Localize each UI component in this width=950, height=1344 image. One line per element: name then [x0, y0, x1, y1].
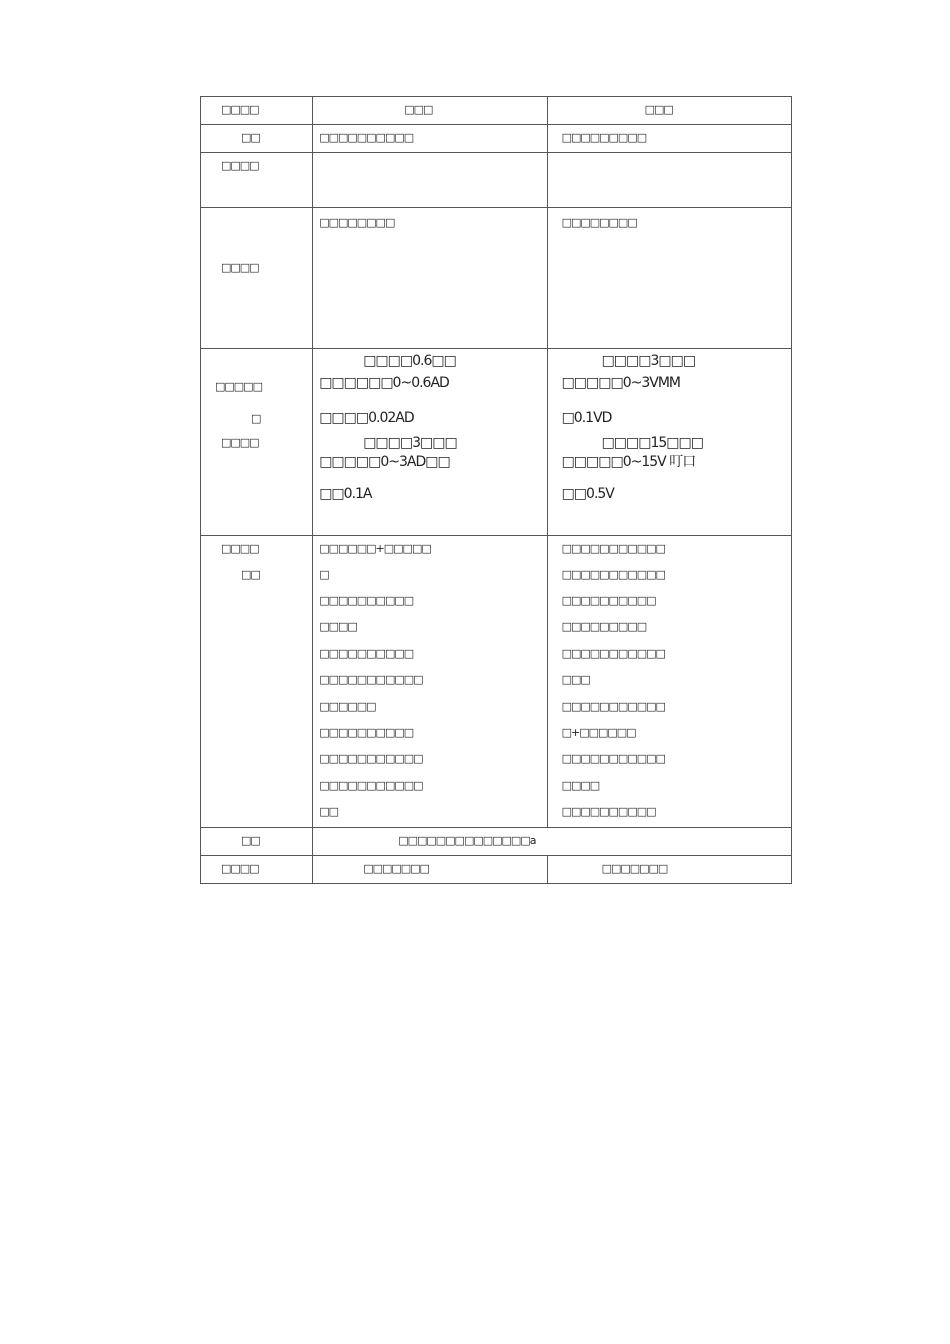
table-cell: [547, 208, 791, 349]
cell-text: □□□□□□□□: [561, 216, 637, 229]
cell-text: □□□□□□□□□: [561, 131, 647, 144]
usage-line: □□□□□□□□□□: [319, 594, 414, 607]
range-line: □□0.1A: [319, 486, 372, 502]
usage-line: □□□□□□□□□□□: [319, 779, 423, 792]
table-row: [201, 208, 792, 349]
range-line: □□0.5V: [561, 486, 614, 502]
row-label-cell: [201, 153, 313, 208]
usage-line: □+□□□□□□: [561, 726, 636, 739]
table-cell: [547, 349, 791, 536]
range-line: □□□□3□□□: [363, 435, 457, 451]
row-label: □□□□: [221, 862, 259, 875]
table-row: [201, 828, 792, 856]
header-col3: □□□: [644, 103, 673, 116]
cell-text: □□□□□□□: [363, 862, 429, 875]
row-label-cell: [201, 856, 313, 884]
usage-line: □□□□□□□□□□□: [561, 700, 665, 713]
table-row: [201, 856, 792, 884]
table-cell: [547, 125, 791, 153]
row-label: □□: [241, 131, 260, 144]
common-text: □□□□□□□□□□□□□□a: [398, 834, 536, 847]
table-cell: [547, 856, 791, 884]
header-col2: □□□: [404, 103, 433, 116]
range-line: □□□□□0~15V 叮口: [561, 454, 696, 470]
range-line: □□□□15□□□: [601, 435, 703, 451]
usage-line: □□□□□□□□□□□: [319, 673, 423, 686]
usage-line: □□□□□□□□□□: [561, 594, 656, 607]
usage-line: □□□□□□□□□□□: [319, 752, 423, 765]
row-label-cell: [201, 208, 313, 349]
range-line: □□□□□□0~0.6AD: [319, 375, 449, 391]
usage-line: □□: [319, 805, 338, 818]
usage-line: □□□□□□□□□□: [319, 726, 414, 739]
row-label-cell: [201, 125, 313, 153]
row-label-cell: [201, 828, 313, 856]
row-label-line: □□□□□: [215, 380, 262, 393]
table-row: [201, 349, 792, 536]
cell-text: □□□□□□□: [601, 862, 668, 875]
header-col1: □□□□: [221, 103, 259, 116]
range-line: □□□□□0~3VMM: [561, 375, 680, 391]
usage-line: □□□□□□□□□□: [319, 647, 414, 660]
table-cell: [547, 536, 791, 828]
row-label-line: □□□□: [221, 542, 259, 555]
range-line: □□□□□0~3AD□□: [319, 454, 450, 470]
row-label-line: □□: [241, 568, 260, 581]
merged-cell: [313, 828, 792, 856]
usage-line: □□□□: [319, 620, 357, 633]
table-cell: [313, 536, 547, 828]
table-cell: [313, 349, 547, 536]
row-label-line: □□□□: [221, 436, 259, 449]
usage-line: □□□□□□□□□□□: [561, 542, 665, 555]
usage-line: □□□: [561, 673, 590, 686]
header-cell: [313, 97, 547, 125]
range-line: □□□□0.02AD: [319, 410, 414, 426]
row-label: □□□□: [221, 261, 259, 274]
table-row: [201, 536, 792, 828]
table-row: [201, 153, 792, 208]
usage-line: □□□□□□: [319, 700, 376, 713]
usage-line: □□□□□□□□□□□: [561, 752, 665, 765]
cell-text: □□□□□□□□□□: [319, 131, 414, 144]
row-label: □□: [241, 834, 260, 847]
table-cell: [313, 856, 547, 884]
table-cell: [313, 125, 547, 153]
header-cell: [547, 97, 791, 125]
usage-line: □□□□□□+□□□□□: [319, 542, 431, 555]
row-label-cell: [201, 349, 313, 536]
cell-text: □□□□□□□□: [319, 216, 395, 229]
range-line: □□□□3□□□: [601, 353, 696, 369]
table-cell: [547, 153, 791, 208]
header-cell: [201, 97, 313, 125]
usage-line: □□□□□□□□□: [561, 620, 647, 633]
row-label-cell: [201, 536, 313, 828]
table-cell: [313, 208, 547, 349]
usage-line: □: [319, 568, 329, 581]
table-header-row: [201, 97, 792, 125]
range-line: □0.1VD: [561, 410, 612, 426]
usage-line: □□□□: [561, 779, 600, 792]
row-label-line: □: [251, 412, 261, 425]
range-line: □□□□0.6□□: [363, 353, 456, 369]
table-row: [201, 125, 792, 153]
usage-line: □□□□□□□□□□□: [561, 568, 665, 581]
comparison-table: [200, 96, 792, 884]
usage-line: □□□□□□□□□□□: [561, 647, 665, 660]
usage-line: □□□□□□□□□□: [561, 805, 656, 818]
table-cell: [313, 153, 547, 208]
row-label: □□□□: [221, 159, 259, 172]
